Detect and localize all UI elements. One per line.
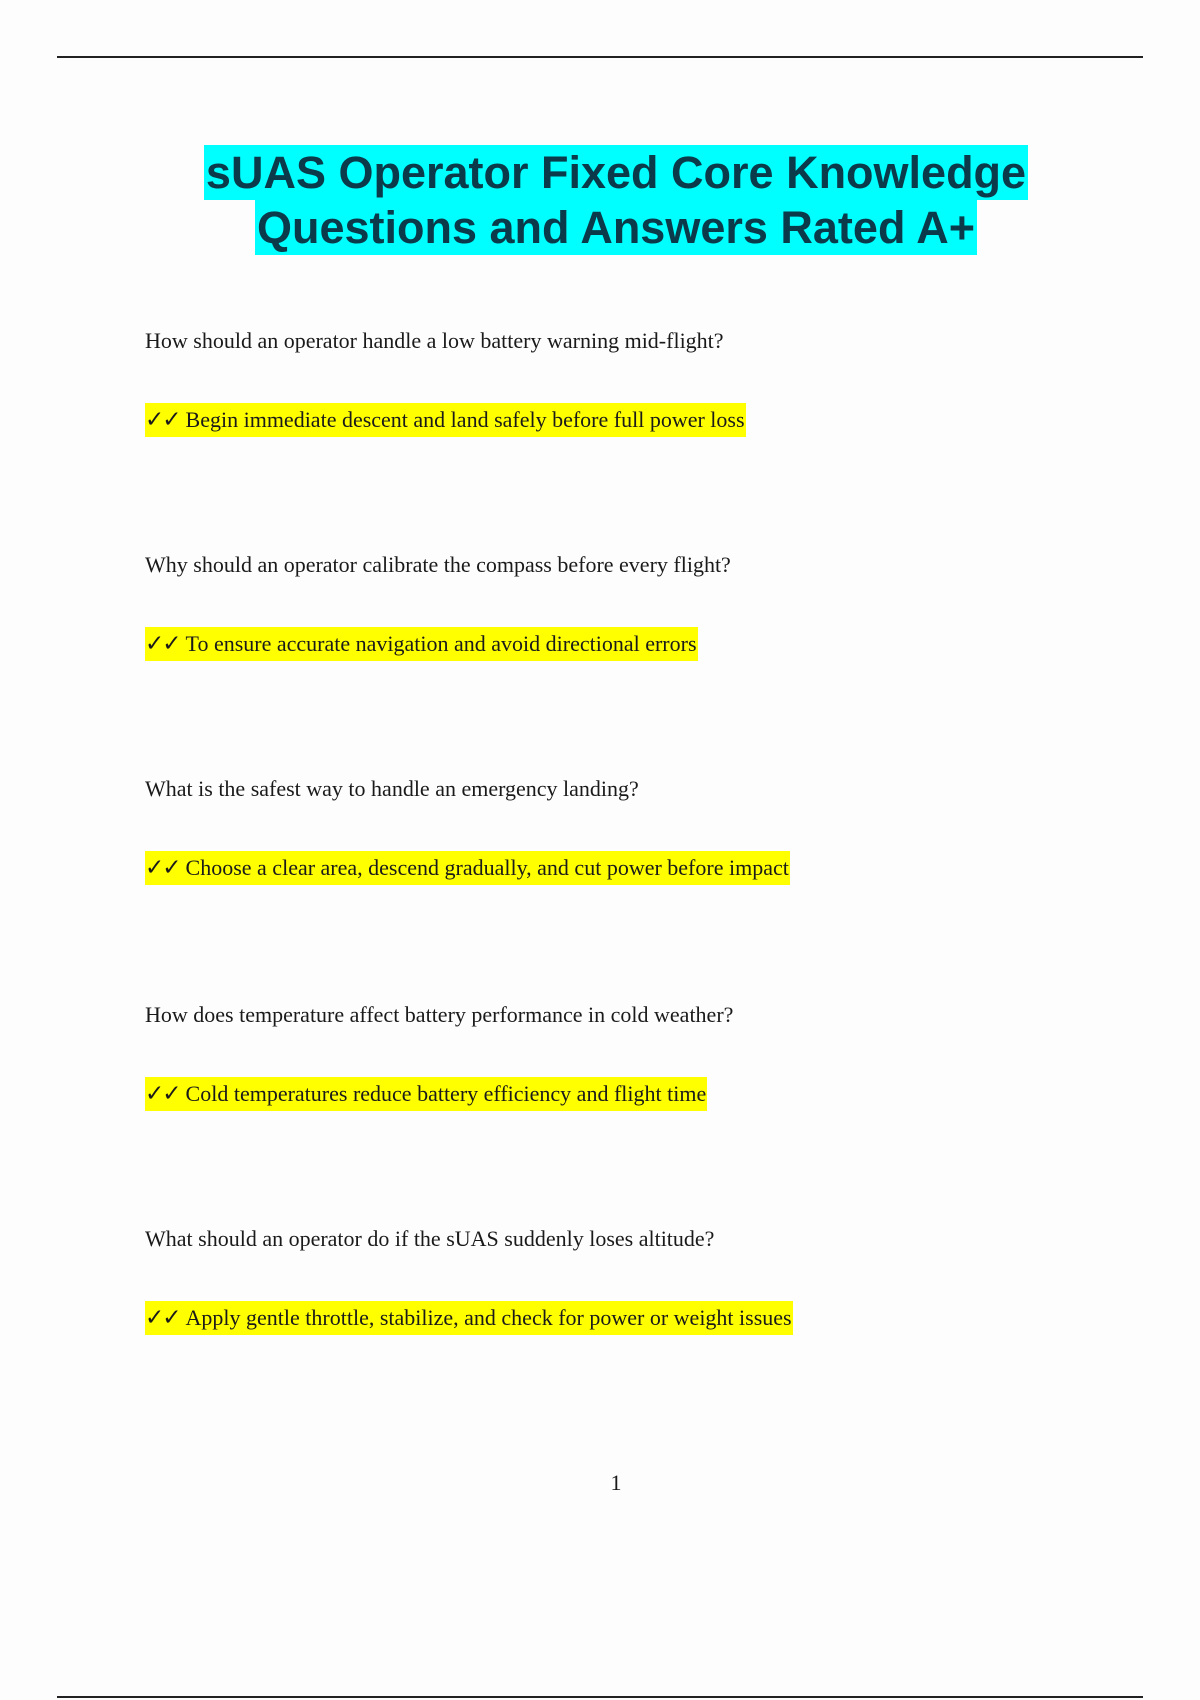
question-text: Why should an operator calibrate the compass before every flight? — [145, 552, 731, 577]
answer-text — [145, 1077, 1145, 1111]
question-text: How should an operator handle a low battery warning mid-flight? — [145, 328, 724, 353]
answer-highlight — [145, 1301, 793, 1335]
answer-highlight — [145, 1077, 707, 1111]
question-text: What should an operator do if the sUAS suddenly loses altitude? — [145, 1226, 715, 1251]
answer-label: Apply gentle throttle, stabilize, and check for power or weight issues — [185, 1305, 792, 1330]
answer-text — [145, 403, 1145, 437]
double-check-icon: ✓✓ — [145, 407, 180, 433]
question-text: How does temperature affect battery performance in cold weather? — [145, 1002, 734, 1027]
qa-item — [145, 775, 1145, 885]
double-check-icon: ✓✓ — [145, 1305, 180, 1331]
title-line-2: Questions and Answers Rated A+ — [256, 202, 976, 253]
answer-text — [145, 1301, 1145, 1335]
answer-label: Choose a clear area, descend gradually, and cut power before impact — [185, 855, 789, 880]
question-text: What is the safest way to handle an emergency landing? — [145, 776, 639, 801]
answer-highlight — [145, 851, 790, 885]
qa-item — [145, 551, 1145, 661]
footer-rule — [57, 1696, 1143, 1698]
qa-item — [145, 327, 1145, 437]
page-number: 1 — [610, 1470, 622, 1495]
qa-item — [145, 1001, 1145, 1111]
answer-label: Cold temperatures reduce battery efficiency and flight time — [185, 1081, 707, 1106]
answer-label: To ensure accurate navigation and avoid directional errors — [185, 631, 697, 656]
answer-label: Begin immediate descent and land safely before full power loss — [185, 407, 745, 432]
document-title — [0, 145, 1200, 255]
double-check-icon: ✓✓ — [145, 855, 180, 881]
double-check-icon: ✓✓ — [145, 1081, 180, 1107]
answer-text — [145, 627, 1145, 661]
answer-highlight — [145, 627, 698, 661]
answer-highlight — [145, 403, 746, 437]
header-rule — [57, 56, 1143, 58]
qa-item — [145, 1225, 1145, 1335]
title-line-1: sUAS Operator Fixed Core Knowledge — [205, 147, 1027, 198]
answer-text — [145, 851, 1145, 885]
double-check-icon: ✓✓ — [145, 631, 180, 657]
